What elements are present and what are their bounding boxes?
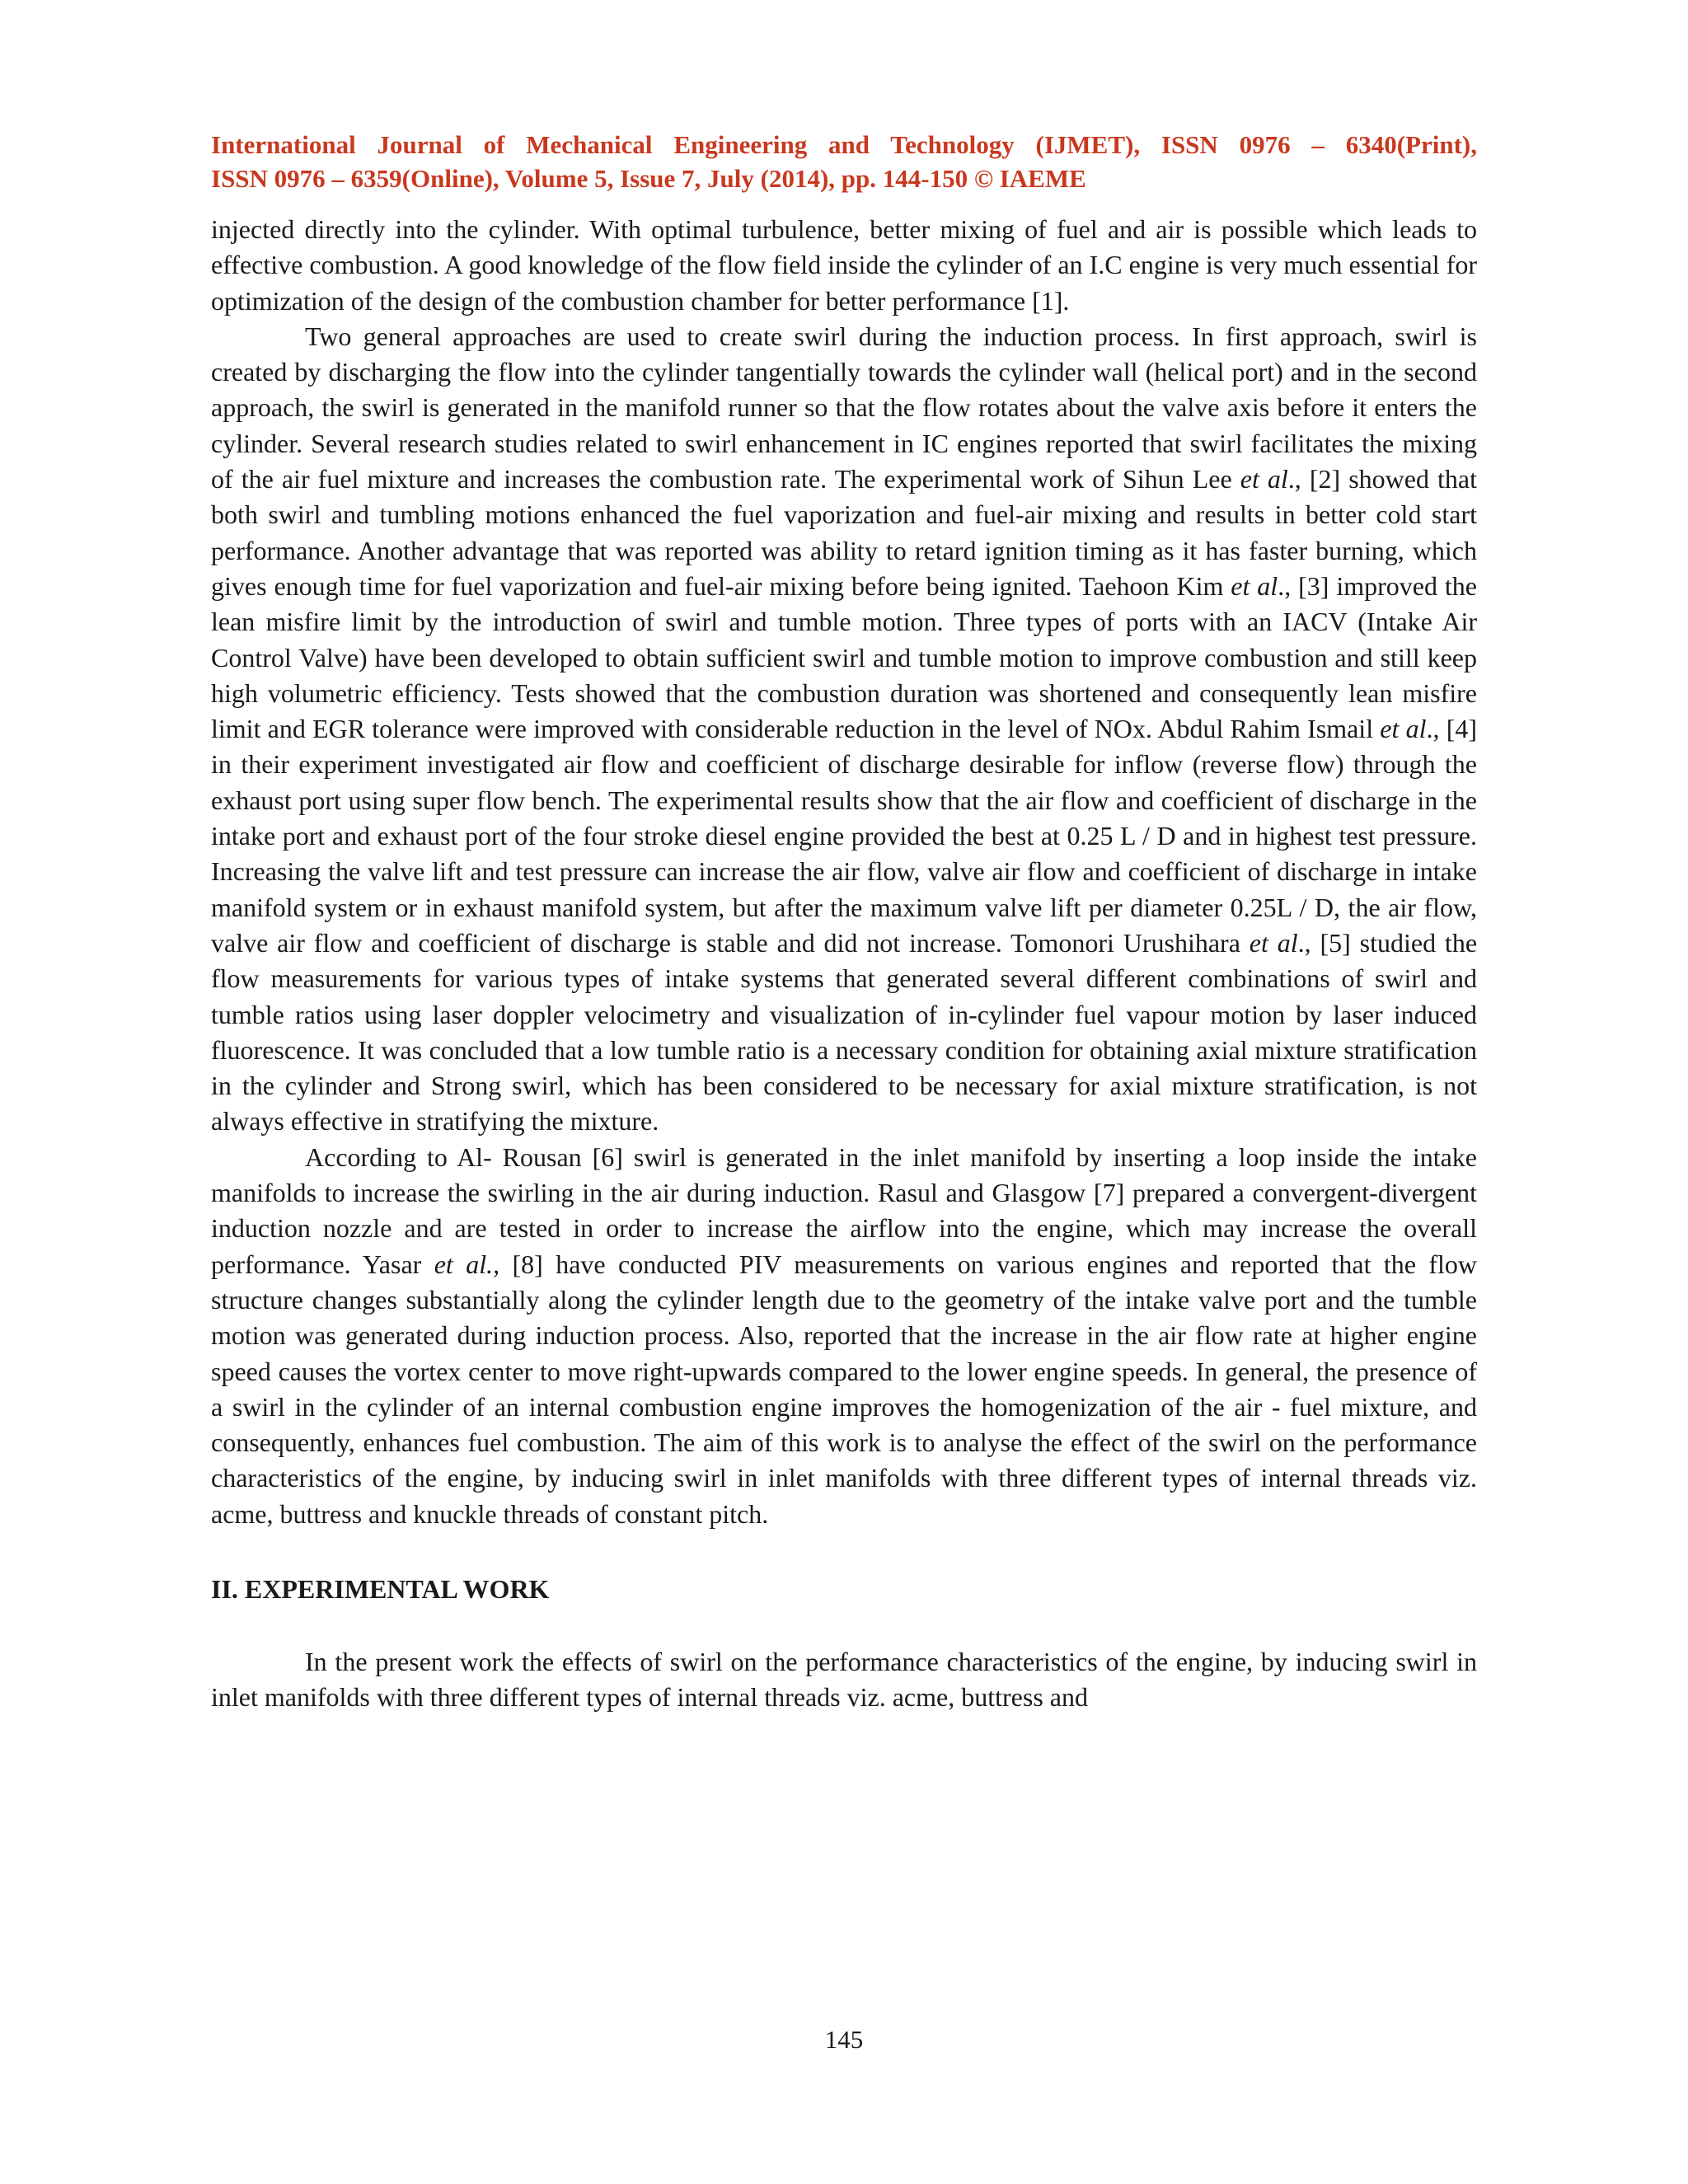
paragraph-intro-continued: injected directly into the cylinder. With optimal turbulence, better mixing of fuel and air is possible which leads to effective combustion. A good knowledge of the flow field inside the cylinder of an I.C engine is very much essential for optimization of the design of the combustion chamber for better performance [1]. (211, 214, 1477, 316)
body-text (211, 212, 1477, 1716)
citation-et-al: et al (1249, 927, 1298, 958)
page-content (211, 128, 1477, 1716)
section-heading: II. EXPERIMENTAL WORK (211, 1573, 550, 1604)
paragraph-swirl-approaches (211, 319, 1477, 1140)
journal-header-line-2: ISSN 0976 – 6359(Online), Volume 5, Issue 7, July (2014), pp. 144-150 © IAEME (211, 164, 1086, 193)
text-segment: ., [5] studied the flow measurements for various types of intake systems that generated several different combinations of swirl and tumble ratios using laser doppler velocimetry and visualization of in-cylinder fuel vapour motion by laser induced fluorescence. It was concluded that a low tumble ratio is a necessary condition for obtaining axial mixture stratification in the cylinder and Strong swirl, which has been considered to be necessary for axial mixture stratification, is not always effective in stratifying the mixture. (211, 927, 1478, 1137)
text-segment: According to Al- Rousan [6] swirl is generated in the inlet manifold by inserting a loop inside the intake manifolds to increase the swirling in the air during induction. Rasul and Glasgow [7] prepared a convergent-divergent induction nozzle and are tested in order to increase the airflow into the engine, which may increase the overall performance. Yasar (211, 1141, 1477, 1279)
citation-et-al: et al., (434, 1249, 500, 1279)
text-segment: ., [2] showed that both swirl and tumbling motions enhanced the fuel vaporization and fuel-air mixing and results in better cold start performance. Another advantage that was reported was ability to retard ignition timing as it has faster burning, which gives enough time for fuel vaporization and fuel-air mixing before being ignited. Taehoon Kim (211, 464, 1478, 601)
citation-et-al: et al (1231, 570, 1278, 601)
text-segment: ., [4] in their experiment investigated air flow and coefficient of discharge desirable for inflow (reverse flow) through the exhaust port using super flow bench. The experimental results show that the air flow and coefficient of discharge in the intake port and exhaust port of the four stroke diesel engine provided the best at 0.25 L / D and in highest test pressure. Increasing the valve lift and test pressure can increase the air flow, valve air flow and coefficient of discharge in intake manifold system or in exhaust manifold system, but after the maximum valve lift per diameter 0.25L / D, the air flow, valve air flow and coefficient of discharge is stable and did not increase. Tomonori Urushihara (211, 714, 1478, 958)
citation-et-al: et al (1380, 714, 1427, 744)
paragraph-experimental-work: In the present work the effects of swirl on the performance characteristics of the engine, by inducing swirl in inlet manifolds with three different types of internal threads viz. acme, buttress and (211, 1646, 1477, 1713)
journal-header (211, 128, 1477, 195)
text-segment: [8] have conducted PIV measurements on various engines and reported that the flow structure changes substantially along the cylinder length due to the geometry of the intake valve port and the tumble motion was generated during induction process. Also, reported that the increase in the air flow rate at higher engine speed causes the vortex center to move right-upwards compared to the lower engine speeds. In general, the presence of a swirl in the cylinder of an internal combustion engine improves the homogenization of the air - fuel mixture, and consequently, enhances fuel combustion. The aim of this work is to analyse the effect of the swirl on the performance characteristics of the engine, by inducing swirl in inlet manifolds with three different types of internal threads viz. acme, buttress and knuckle threads of constant pitch. (211, 1249, 1478, 1529)
text-segment: Two general approaches are used to create swirl during the induction process. In first approach, swirl is created by discharging the flow into the cylinder tangentially towards the cylinder wall (helical port) and in the second approach, the swirl is generated in the manifold runner so that the flow rotates about the valve axis before it enters the cylinder. Several research studies related to swirl enhancement in IC engines reported that swirl facilitates the mixing of the air fuel mixture and increases the combustion rate. The experimental work of Sihun Lee (211, 321, 1477, 494)
text-segment: ., [3] improved the lean misfire limit by the introduction of swirl and tumble motion. Three types of ports with an IACV (Intake Air Control Valve) have been developed to obtain sufficient swirl and tumble motion to improve combustion and still keep high volumetric efficiency. Tests showed that the combustion duration was shortened and consequently lean misfire limit and EGR tolerance were improved with considerable reduction in the level of NOx. Abdul Rahim Ismail (211, 570, 1477, 744)
page-number: 145 (824, 2025, 864, 2054)
paragraph-al-rousan (211, 1140, 1477, 1532)
journal-header-line-1: International Journal of Mechanical Engineering and Technology (IJMET), ISSN 0976 – 6340(Print), (211, 130, 1477, 159)
citation-et-al: et al (1240, 464, 1288, 494)
